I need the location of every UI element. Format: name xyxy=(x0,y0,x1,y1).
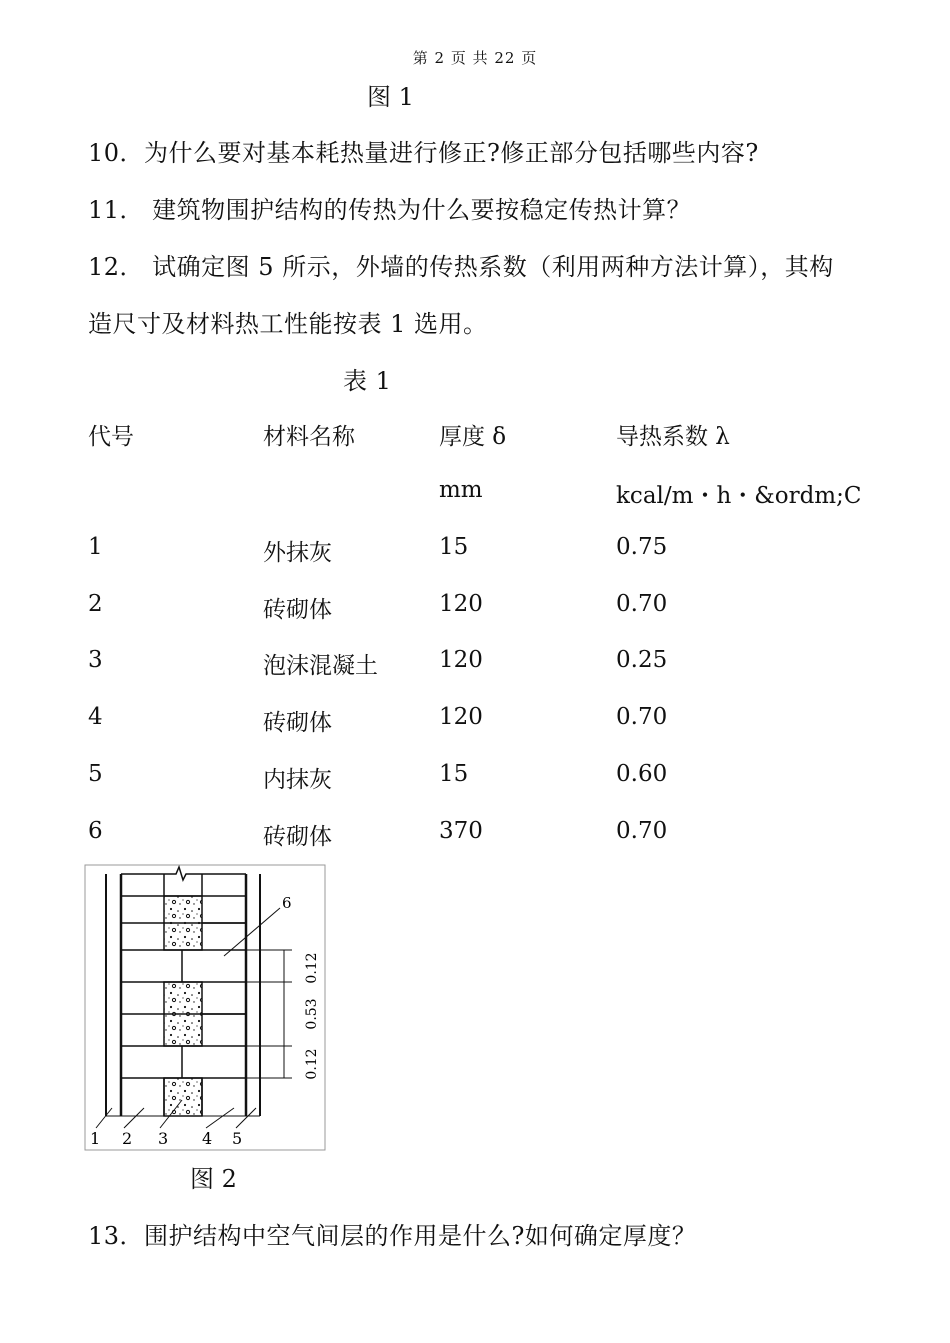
table-unit-conductivity: kcal/m・h・&ordm;C xyxy=(616,483,862,509)
layer-label-5: 5 xyxy=(232,1129,243,1148)
table-cell-material: 泡沫混凝土 xyxy=(263,653,378,679)
figure-1-caption: 图 1 xyxy=(367,83,414,111)
table-cell-code: 4 xyxy=(88,704,103,730)
question-13: 13．围护结构中空气间层的作用是什么?如何确定厚度？ xyxy=(88,1222,697,1250)
page-indicator: 第 2 页 共 22 页 xyxy=(412,49,538,67)
table-cell-conductivity: 0.75 xyxy=(616,534,668,560)
table-cell-thickness: 120 xyxy=(439,704,483,730)
layer-label-4: 4 xyxy=(202,1129,213,1148)
table-cell-conductivity: 0.25 xyxy=(616,647,668,673)
table-cell-code: 1 xyxy=(88,534,103,560)
table-cell-thickness: 370 xyxy=(439,818,483,844)
question-12-line-1: 12． 试确定图 5 所示，外墙的传热系数（利用两种方法计算），其构 xyxy=(88,253,834,281)
layer-label-1: 1 xyxy=(90,1129,101,1148)
dimension-label-middle: 0.53 xyxy=(304,998,320,1030)
callout-6-label: 6 xyxy=(282,894,292,912)
table-cell-thickness: 120 xyxy=(439,647,483,673)
table-cell-conductivity: 0.60 xyxy=(616,761,668,787)
question-10: 10．为什么要对基本耗热量进行修正?修正部分包括哪些内容? xyxy=(88,139,759,167)
table-header-material: 材料名称 xyxy=(263,424,355,450)
figure-2-wall-section xyxy=(84,864,326,1152)
table-header-code: 代号 xyxy=(88,424,134,450)
table-cell-conductivity: 0.70 xyxy=(616,818,668,844)
figure-2-caption: 图 2 xyxy=(190,1165,237,1193)
layer-label-3: 3 xyxy=(158,1129,169,1148)
table-cell-material: 砖砌体 xyxy=(263,597,332,623)
table-cell-thickness: 120 xyxy=(439,591,483,617)
question-11: 11． 建筑物围护结构的传热为什么要按稳定传热计算？ xyxy=(88,196,692,224)
table-cell-code: 2 xyxy=(88,591,103,617)
table-cell-material: 砖砌体 xyxy=(263,824,332,850)
table-1-title: 表 1 xyxy=(343,367,392,395)
table-cell-material: 砖砌体 xyxy=(263,710,332,736)
question-12-line-2: 造尺寸及材料热工性能按表 1 选用。 xyxy=(88,310,488,338)
table-cell-code: 5 xyxy=(88,761,103,787)
table-cell-thickness: 15 xyxy=(439,534,469,560)
table-header-thickness: 厚度 δ xyxy=(439,424,507,450)
dimension-label-top: 0.12 xyxy=(304,952,320,984)
table-cell-material: 外抹灰 xyxy=(263,540,332,566)
table-cell-conductivity: 0.70 xyxy=(616,591,668,617)
table-cell-conductivity: 0.70 xyxy=(616,704,668,730)
table-cell-material: 内抹灰 xyxy=(263,767,332,793)
foam-concrete-block xyxy=(164,1078,202,1116)
table-cell-code: 3 xyxy=(88,647,103,673)
table-cell-thickness: 15 xyxy=(439,761,469,787)
table-cell-code: 6 xyxy=(88,818,103,844)
table-unit-thickness: mm xyxy=(439,477,483,503)
table-header-conductivity: 导热系数 λ xyxy=(616,424,730,450)
dimension-label-bottom: 0.12 xyxy=(304,1048,320,1080)
layer-label-2: 2 xyxy=(122,1129,133,1148)
